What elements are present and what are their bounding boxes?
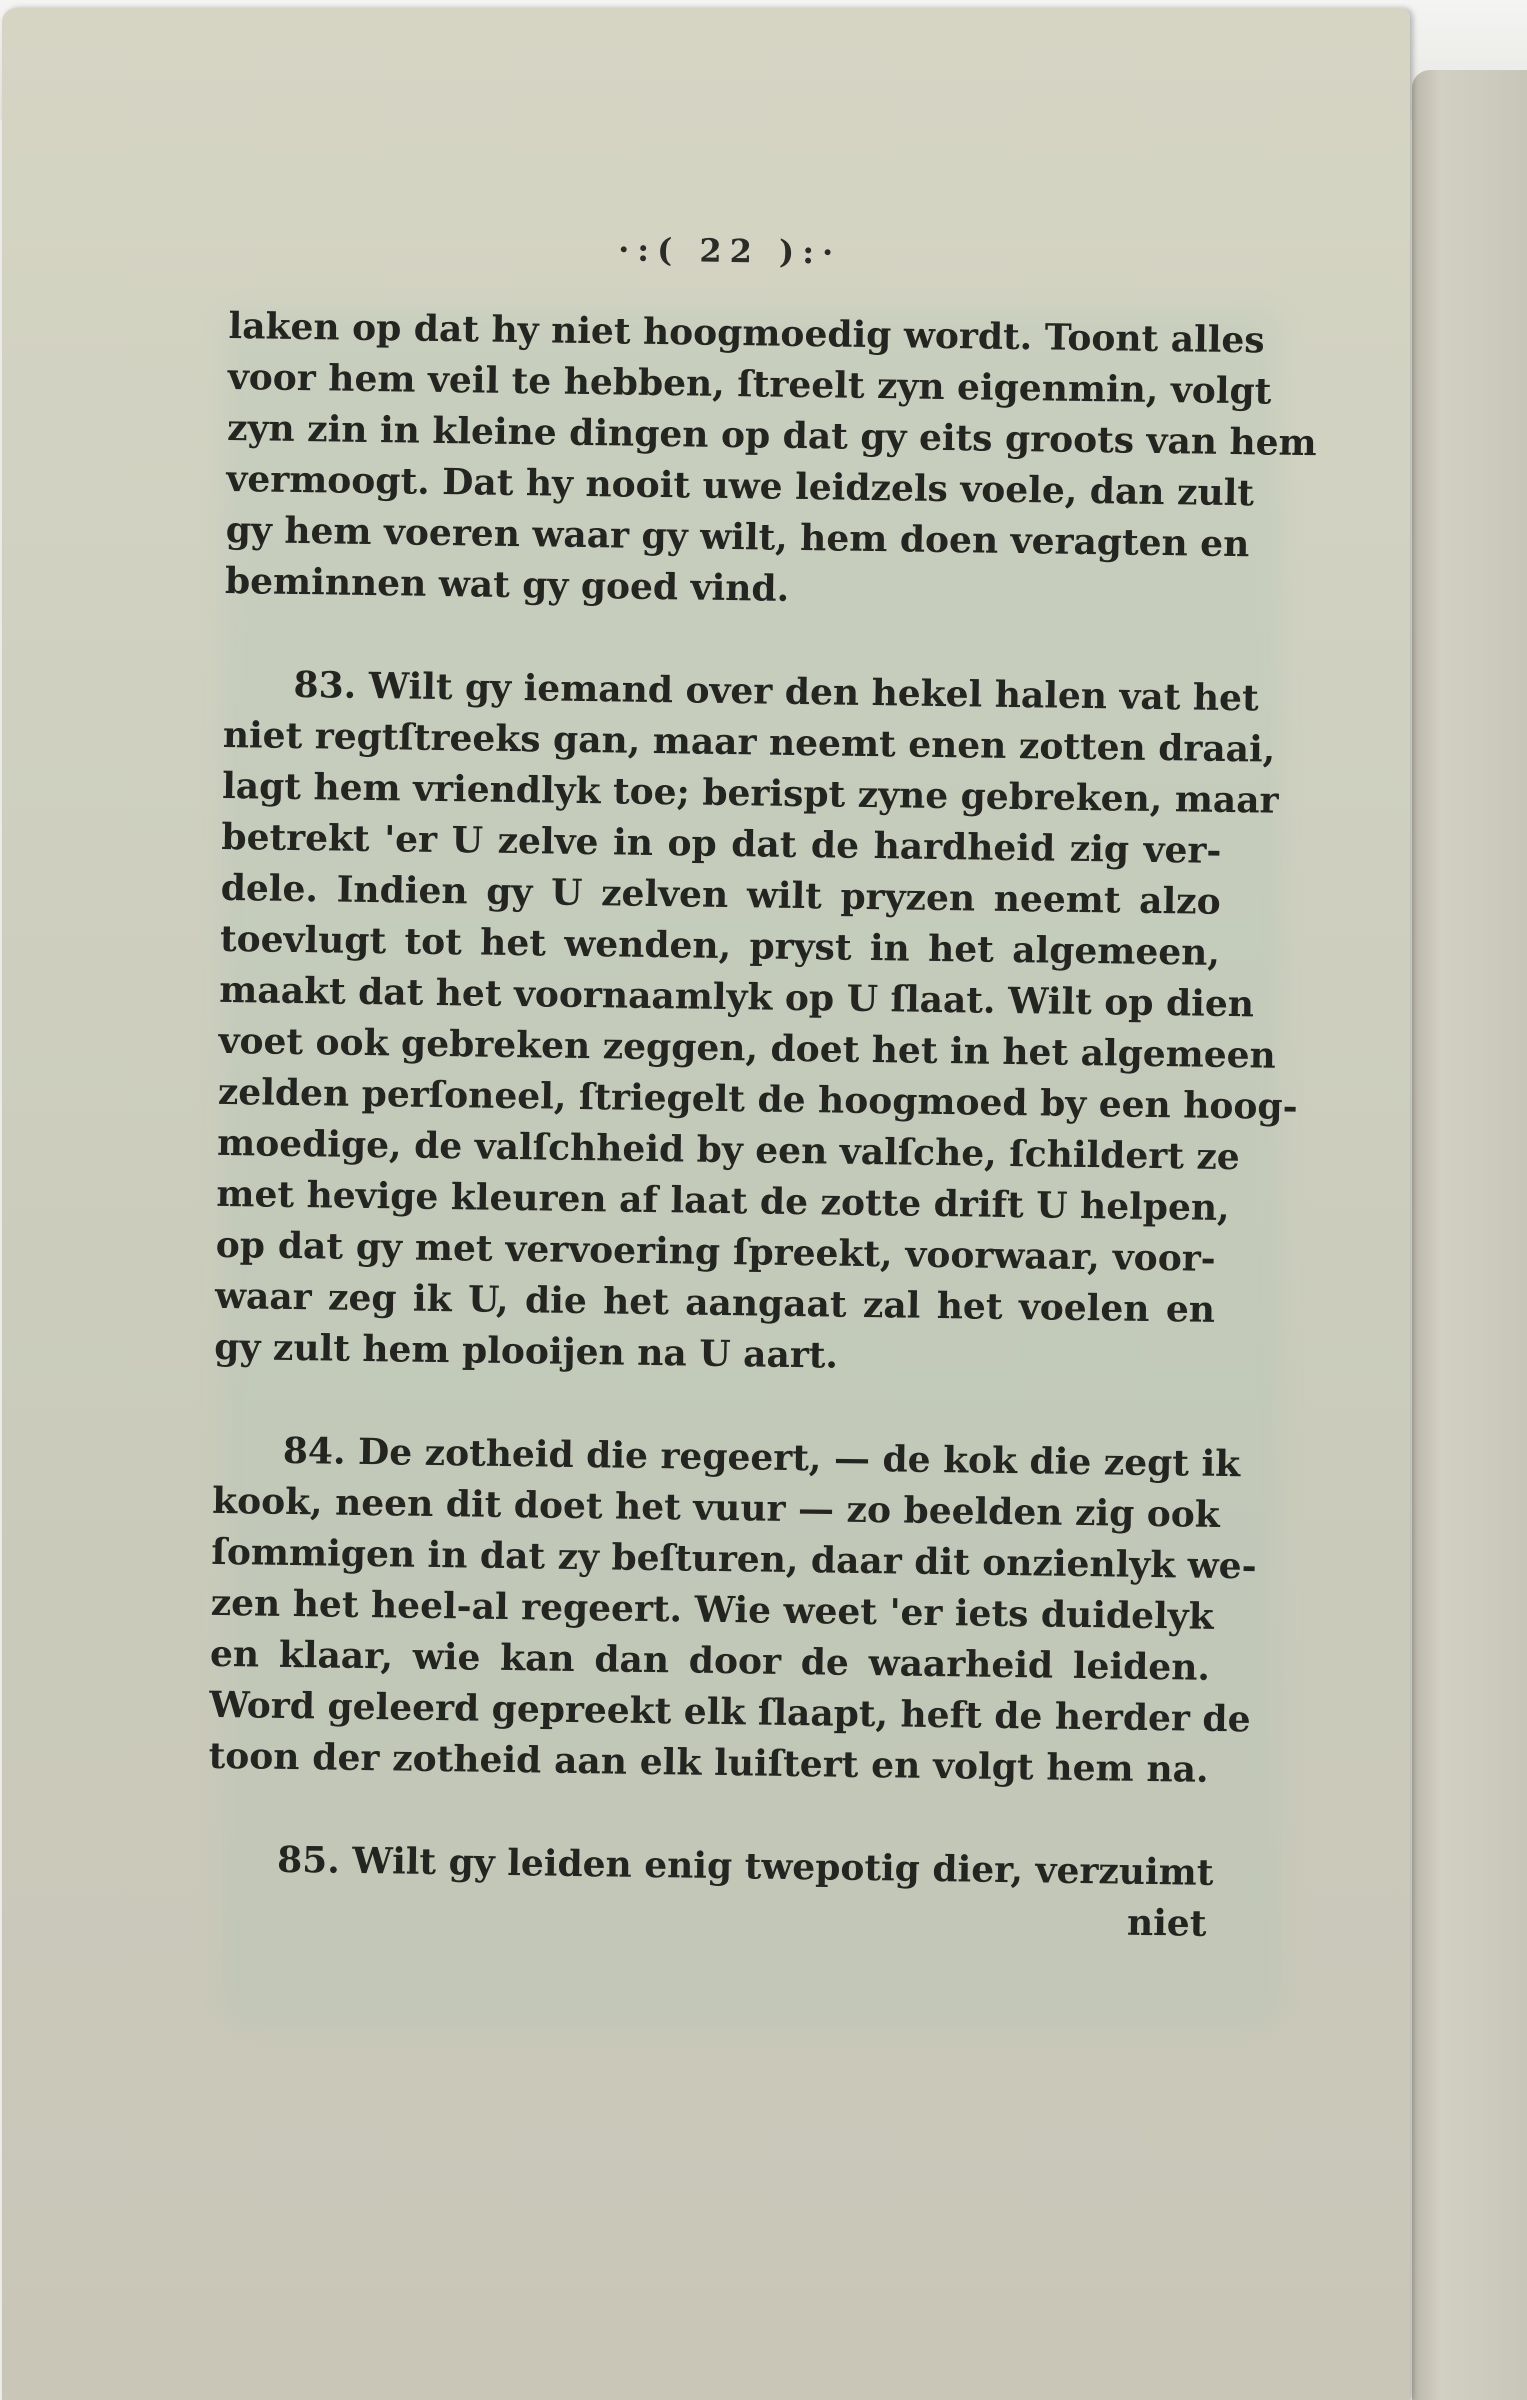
text-line: lagt hem vriendlyk toe; berispt zyne gebreken, maar bbox=[221, 764, 1279, 822]
page-text bbox=[206, 225, 1317, 1950]
text-line: laken op dat hy niet hoogmoedig wordt. Toont alles bbox=[228, 304, 1265, 362]
text-line: voet ook gebreken zeggen, doet het in het algemeen bbox=[218, 1019, 1277, 1077]
text-line: op dat gy met vervoering ſpreekt, voorwaar, voor- bbox=[215, 1223, 1216, 1280]
running-head-page-number: ·:( 22 ):· bbox=[617, 230, 842, 272]
text-line: gy zult hem plooijen na U aart. bbox=[214, 1325, 839, 1377]
text-line: 83. Wilt gy iemand over den hekel halen vat het bbox=[293, 663, 1259, 720]
text-line: niet regtſtreeks gan, maar neemt enen zotten draai, bbox=[222, 713, 1276, 771]
text-line: met hevige kleuren af laat de zotte drift U helpen, bbox=[216, 1172, 1230, 1230]
text-line: toevlugt tot het wenden, pryst in het algemeen, bbox=[219, 917, 1221, 974]
text-line: maakt dat het voornaamlyk op U ſlaat. Wilt op dien bbox=[219, 968, 1255, 1026]
paragraph-85 bbox=[206, 1834, 1214, 1950]
text-line: en klaar, wie kan dan door de waarheid leiden. bbox=[209, 1632, 1211, 1689]
text-line: Word geleerd gepreekt elk ſlaapt, heft de herder de bbox=[209, 1683, 1251, 1741]
paragraph-continuation bbox=[224, 301, 1317, 621]
catchword: niet bbox=[1126, 1901, 1207, 1945]
text-line: waar zeg ik U, die het aangaat zal het voelen en bbox=[214, 1274, 1216, 1331]
facing-page-edge bbox=[1412, 70, 1527, 2400]
text-line: 84. De zotheid die regeert, — de kok die zegt ik bbox=[282, 1429, 1241, 1486]
text-line: zyn zin in kleine dingen op dat gy eits groots van hem bbox=[226, 406, 1317, 465]
text-line: voor hem veil te hebben, ſtreelt zyn eigenmin, volgt bbox=[227, 355, 1272, 413]
text-line: toon der zotheid aan elk luiſtert en volgt hem na. bbox=[208, 1734, 1209, 1791]
text-line: dele. Indien gy U zelven wilt pryzen neemt alzo bbox=[220, 866, 1221, 923]
text-line: betrekt 'er U zelve in op dat de hardheid zig ver- bbox=[221, 815, 1222, 872]
text-line: moedige, de valſchheid by een valſche, ſchildert ze bbox=[216, 1121, 1241, 1179]
text-line: ſommigen in dat zy beſturen, daar dit onzienlyk we- bbox=[211, 1530, 1257, 1588]
text-line: 85. Wilt gy leiden enig twepotig dier, verzuimt bbox=[276, 1838, 1214, 1894]
text-line: zen het heel-al regeert. Wie weet 'er iets duidelyk bbox=[210, 1581, 1214, 1638]
paragraph-84 bbox=[208, 1425, 1257, 1796]
text-line: zelden perſoneel, ſtriegelt de hoogmoed by een hoog- bbox=[217, 1070, 1298, 1128]
text-line: vermoogt. Dat hy nooit uwe leidzels voele, dan zult bbox=[226, 457, 1255, 515]
text-line: gy hem voeren waar gy wilt, hem doen veragten en bbox=[225, 508, 1250, 566]
text-line: beminnen wat gy goed vind. bbox=[224, 559, 790, 610]
text-line: kook, neen dit doet het vuur — zo beelden zig ook bbox=[211, 1479, 1221, 1536]
paragraph-83 bbox=[214, 659, 1298, 1387]
